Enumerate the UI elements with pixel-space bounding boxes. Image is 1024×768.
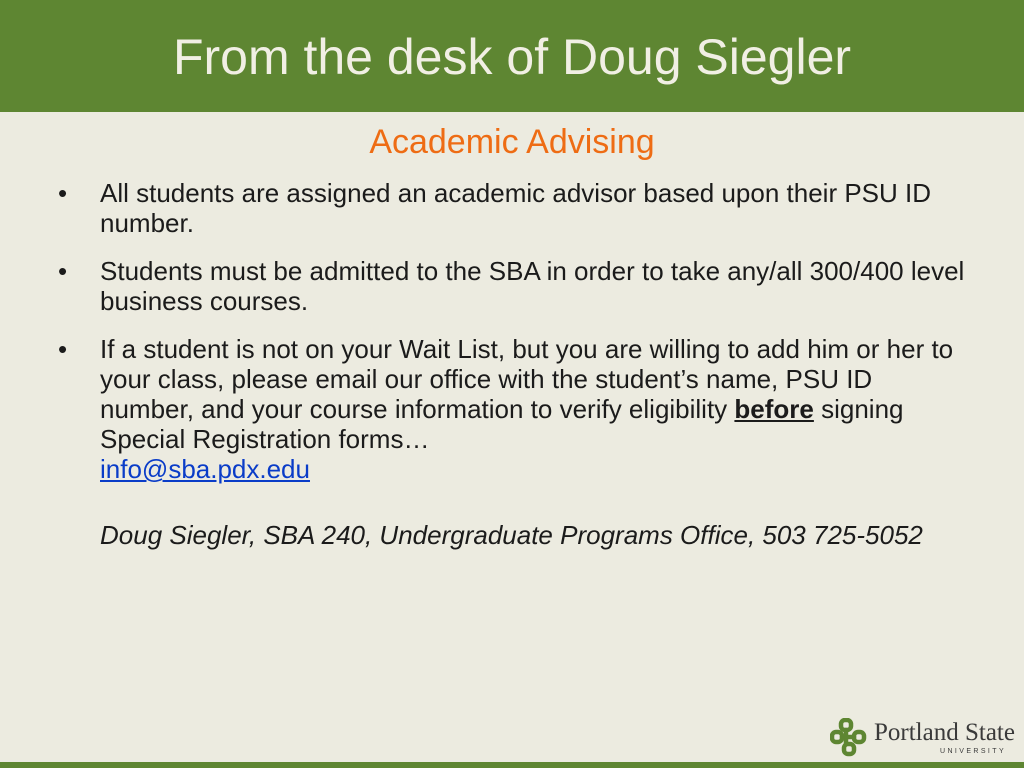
title-bar bbox=[0, 0, 1024, 112]
logo-subtitle: UNIVERSITY bbox=[940, 748, 1007, 755]
emphasis-before: before bbox=[734, 394, 814, 424]
slide-title: From the desk of Doug Siegler bbox=[172, 29, 852, 85]
bullet-item bbox=[56, 334, 966, 484]
bullet-list bbox=[56, 178, 966, 550]
email-link[interactable]: info@sba.pdx.edu bbox=[100, 454, 310, 484]
bullet-dot-icon: • bbox=[58, 256, 68, 286]
signature: Doug Siegler, SBA 240, Undergraduate Programs Office, 503 725-5052 bbox=[100, 520, 923, 550]
bullet-dot-icon: • bbox=[58, 334, 68, 364]
psu-logo-icon bbox=[830, 718, 868, 758]
bullet-text: All students are assigned an academic advisor based upon their PSU ID number. bbox=[100, 178, 932, 238]
bullet-text: Students must be admitted to the SBA in order to take any/all 300/400 level business courses. bbox=[100, 256, 965, 316]
logo-name: Portland State bbox=[874, 719, 1015, 746]
portland-state-logo bbox=[830, 718, 1016, 760]
bullet-item bbox=[56, 178, 966, 238]
section-subtitle: Academic Advising bbox=[369, 123, 655, 161]
bullet-text-after: signing Special Registration forms… bbox=[100, 394, 904, 454]
bullet-text: If a student is not on your Wait List, but you are willing to add him or her to your class, please email our office with the student’s name, PSU ID number, and your course information to verify eligibility bbox=[100, 334, 954, 424]
bullet-dot-icon: • bbox=[58, 178, 68, 208]
bottom-strip bbox=[0, 762, 1024, 768]
bullet-item bbox=[56, 256, 966, 316]
